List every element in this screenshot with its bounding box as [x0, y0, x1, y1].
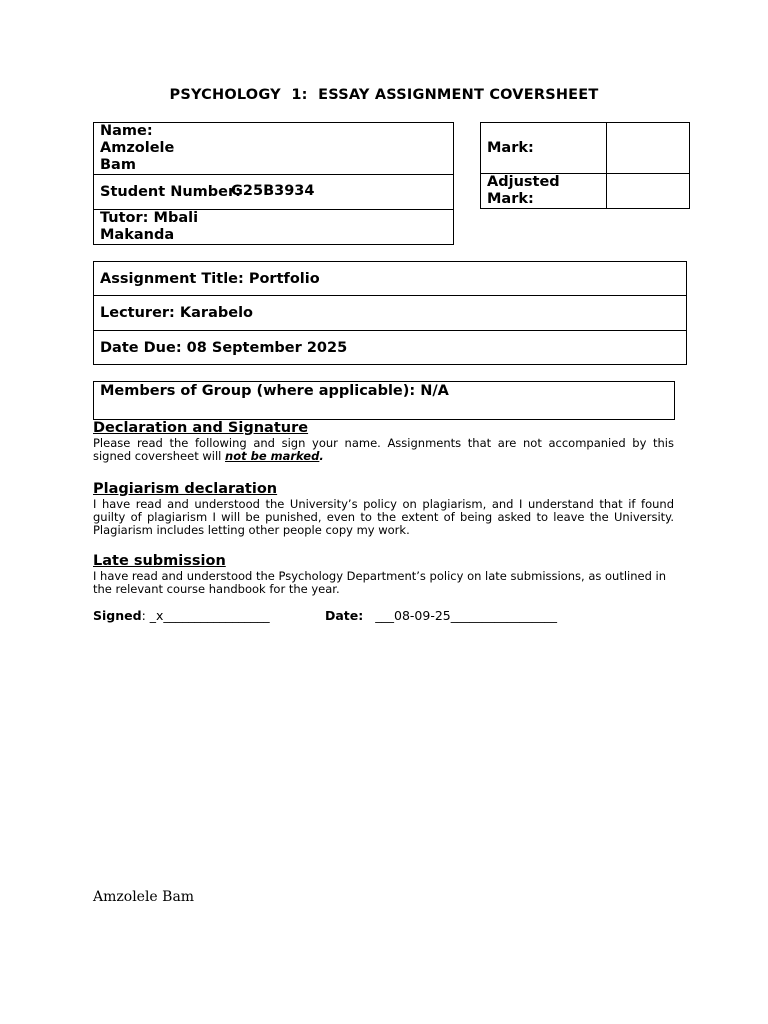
assignment-title: Assignment Title: Portfolio	[94, 262, 687, 296]
members-table	[93, 381, 675, 420]
date-value: ___08-09-25_________________	[375, 608, 558, 623]
plagiarism-heading: Plagiarism declaration	[93, 481, 278, 497]
late-submission-text: I have read and understood the Psychology Department’s policy on late submissions, as outlined in the relevant course handbook for the year.	[93, 569, 667, 596]
student-info-table	[93, 122, 454, 245]
declaration-text	[93, 437, 674, 463]
signed-field	[93, 608, 270, 623]
name-cell	[94, 123, 454, 175]
page-title: PSYCHOLOGY 1: ESSAY ASSIGNMENT COVERSHEET	[169, 87, 599, 103]
assignment-table	[93, 261, 687, 365]
mark-value	[607, 123, 690, 174]
members-of-group: Members of Group (where applicable): N/A	[94, 382, 675, 420]
declaration-body: Please read the following and sign your name. Assignments that are not accompanied by this signed coversheet will	[93, 436, 674, 463]
tutor-cell	[94, 210, 454, 245]
plagiarism-text: I have read and understood the University’s policy on plagiarism, and I understand that if found guilty of plagiarism I will be punished, even to the extent of being asked to leave the University. Plagiarism includes letting other people copy my work.	[93, 497, 674, 537]
lecturer: Lecturer: Karabelo	[94, 296, 687, 331]
adjusted-mark-label	[481, 174, 607, 209]
mark-label: Mark:	[481, 123, 607, 174]
name-label: Name:	[100, 123, 153, 139]
date-field	[325, 608, 557, 623]
adjusted-mark-value	[607, 174, 690, 209]
name-last: Bam	[100, 157, 136, 173]
signed-label: Signed	[93, 608, 142, 623]
declaration-end: .	[319, 449, 324, 463]
student-number-cell	[94, 175, 454, 210]
tutor-line-1: Tutor: Mbali	[100, 210, 199, 226]
signed-value: : _x_________________	[141, 608, 270, 623]
date-label: Date:	[325, 608, 364, 623]
late-submission-heading: Late submission	[93, 553, 226, 569]
adjusted-mark-line-1: Adjusted	[487, 174, 560, 190]
student-number-value: G25B3934	[231, 183, 315, 199]
declaration-heading: Declaration and Signature	[93, 420, 309, 436]
declaration-emphasis: not be marked	[225, 449, 320, 463]
tutor-line-2: Makanda	[100, 227, 175, 243]
adjusted-mark-line-2: Mark:	[487, 191, 534, 207]
student-signature-name: Amzolele Bam	[93, 889, 195, 905]
student-number-label: Student Number:	[100, 184, 241, 200]
date-due: Date Due: 08 September 2025	[94, 331, 687, 365]
mark-table	[480, 122, 690, 209]
name-first: Amzolele	[100, 140, 175, 156]
